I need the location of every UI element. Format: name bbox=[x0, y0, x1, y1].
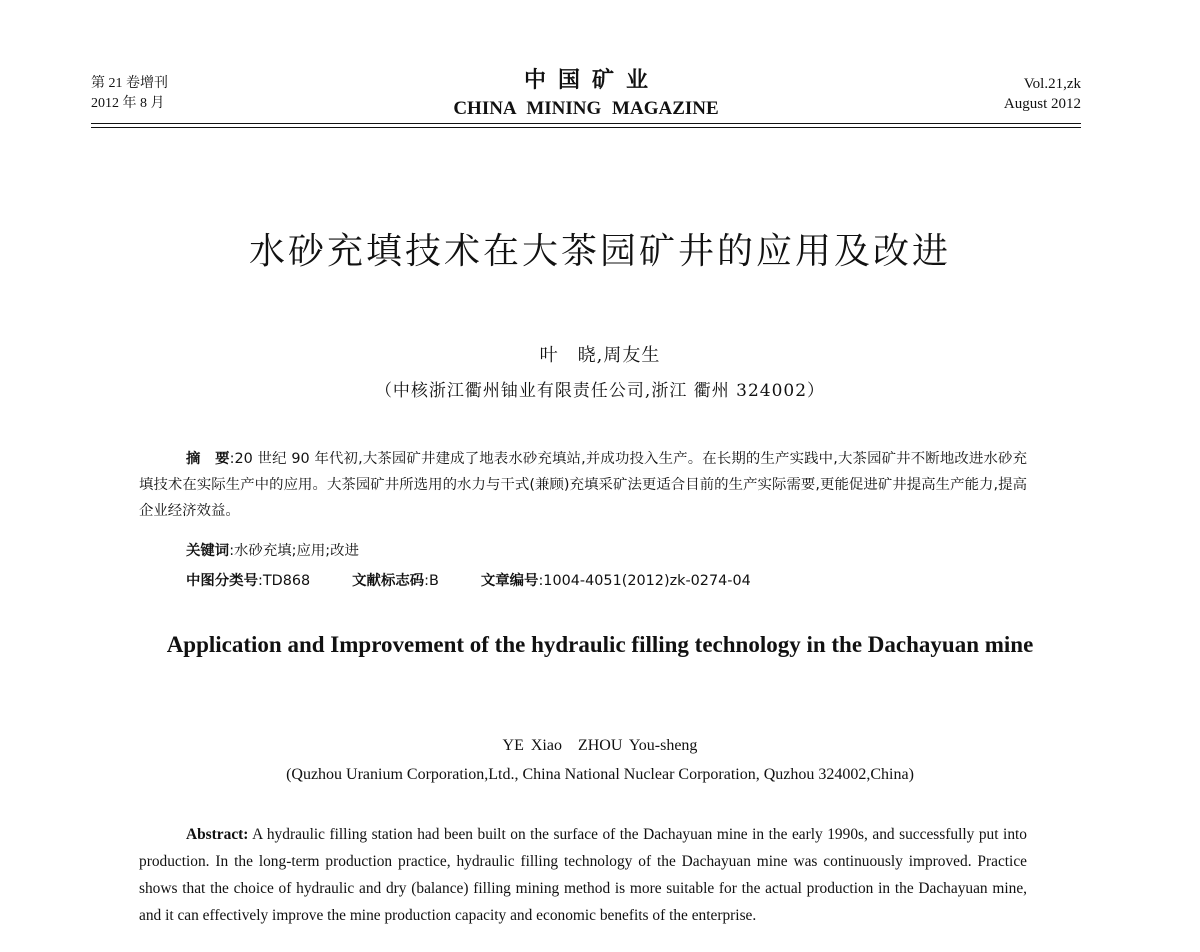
volume-en: Vol.21,zk bbox=[1023, 76, 1081, 92]
journal-header bbox=[91, 68, 1081, 124]
issue-date-en: August 2012 bbox=[1003, 96, 1081, 112]
clc-label: 中图分类号 bbox=[186, 573, 258, 589]
article-title-zh: 水砂充填技术在大茶园矿井的应用及改进 bbox=[248, 231, 951, 272]
volume-info bbox=[1004, 74, 1081, 114]
affiliation-en: (Quzhou Uranium Corporation,Ltd., China National Nuclear Corporation, Quzhou 324002,China) bbox=[286, 766, 914, 783]
volume-supplement: 第 21 卷增刊 bbox=[91, 76, 168, 91]
article-no-value: :1004-4051(2012)zk-0274-04 bbox=[538, 573, 751, 589]
issue-date-zh: 2012 年 8 月 bbox=[91, 96, 165, 111]
journal-name bbox=[91, 68, 1081, 122]
doc-code-value: :B bbox=[424, 573, 439, 589]
doc-code-label: 文献标志码 bbox=[352, 573, 425, 589]
abstract-zh-label: 摘 要 bbox=[186, 451, 230, 467]
article-no-label: 文章编号 bbox=[480, 573, 539, 589]
abstract-en-label: Abstract: bbox=[186, 826, 249, 843]
abstract-en-text: A hydraulic filling station had been built on the surface of the Dachayuan mine in the early 1990s, and successfully put into production. In the long-term production practice, hydraulic filling technology of the Dachayuan mine was continuously improved. Practice shows that the choice of hydraulic and dry (balance) filling mining method is more suitable for the actual production in the Dachayuan mine, and it can effectively improve the mine production capacity and economic benefits of the enterprise. bbox=[139, 826, 1027, 924]
journal-name-zh: 中国矿业 bbox=[523, 68, 660, 93]
clc-value: :TD868 bbox=[257, 573, 311, 589]
keywords-zh bbox=[186, 539, 359, 563]
abstract-en bbox=[139, 821, 1027, 929]
keywords-label: 关键词 bbox=[186, 543, 230, 559]
header-rule bbox=[91, 123, 1081, 124]
abstract-zh-text: :20 世纪 90 年代初,大茶园矿井建成了地表水砂充填站,并成功投入生产。在长期的生产实践中,大茶园矿井不断地改进水砂充填技术在实际生产中的应用。大茶园矿井所选用的水力与干式(兼顾)充填采矿法更适合目前的生产实际需要,更能促进矿井提高生产能力,提高企业经济效益。 bbox=[139, 451, 1027, 519]
authors-zh: 叶 晓,周友生 bbox=[539, 345, 661, 366]
header-rule-thin bbox=[91, 127, 1081, 128]
journal-name-en: CHINA MINING MAGAZINE bbox=[453, 98, 719, 119]
article-title-en: Application and Improvement of the hydraulic filling technology in the Dachayuan mine bbox=[166, 632, 1034, 657]
classification-line bbox=[186, 569, 751, 593]
abstract-zh bbox=[139, 446, 1027, 524]
authors-en: YE Xiao ZHOU You-sheng bbox=[502, 737, 698, 754]
affiliation-zh: （中核浙江衢州铀业有限责任公司,浙江 衢州 324002） bbox=[374, 381, 826, 401]
keywords-text: :水砂充填;应用;改进 bbox=[229, 543, 359, 559]
